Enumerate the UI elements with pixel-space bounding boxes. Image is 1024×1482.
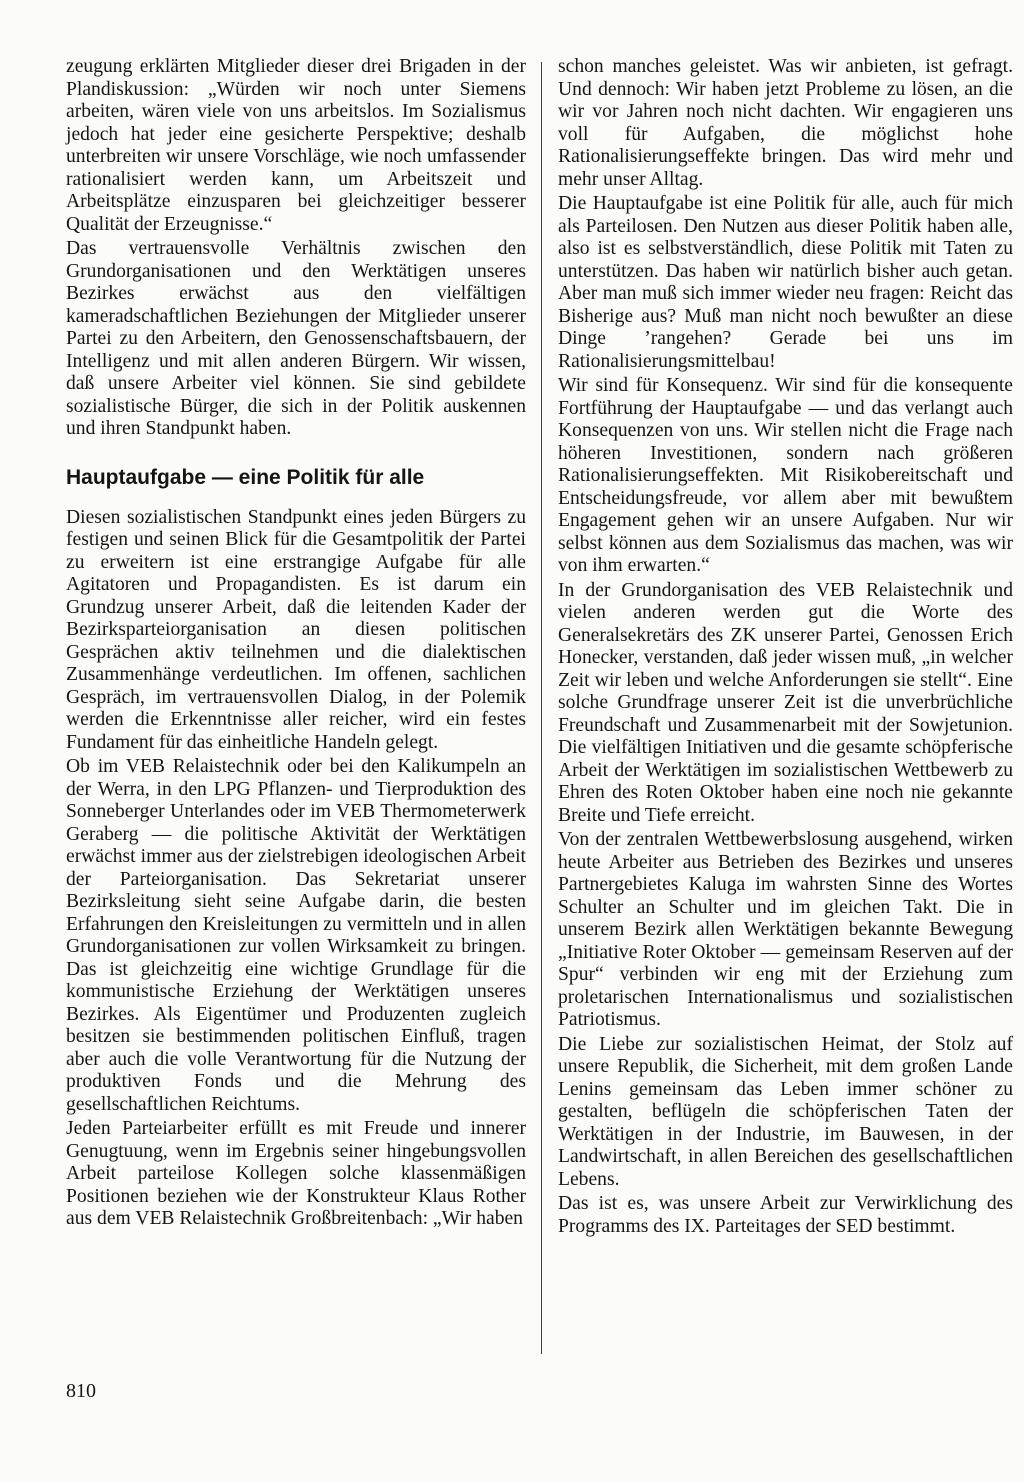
paragraph: schon manches geleistet. Was wir anbieten, ist gefragt. Und dennoch: Wir haben jetzt Probleme zu lösen, an die wir vor Jahren noch nicht dachten. Wir engagieren uns voll für Aufgaben, die möglichst hohe Rationalisierungseffekte bringen. Das wird mehr und mehr unser Alltag. — [558, 56, 1013, 190]
page-number: 810 — [66, 1380, 96, 1402]
paragraph: Ob im VEB Relaistechnik oder bei den Kalikumpeln an der Werra, in den LPG Pflanzen- und Tierproduktion des Sonneberger Unterlandes oder im VEB Thermometerwerk Geraberg — die politische Aktivität der Werktätigen erwächst immer aus der zielstrebigen ideologischen Arbeit der Parteiorganisation. Das Sekretariat unserer Bezirksleitung sieht seine Aufgabe darin, die besten Erfahrungen den Kreisleitungen zu vermitteln und in allen Grundorganisationen zur vollen Wirksamkeit zu bringen. Das ist gleichzeitig eine wichtige Grundlage für die kommunistische Erziehung der Werktätigen unseres Bezirkes. Als Eigentümer und Produzenten zugleich besitzen sie bestimmenden politischen Einfluß, tragen aber auch die volle Verantwortung für die Nutzung der produktiven Fonds und die Mehrung des gesellschaftlichen Reichtums. — [66, 756, 526, 1115]
paragraph: Die Hauptaufgabe ist eine Politik für alle, auch für mich als Parteilosen. Den Nutzen aus dieser Politik haben alle, also ist es selbstverständlich, diese Politik mit Taten zu unterstützen. Das haben wir natürlich bisher auch getan. Aber man muß sich immer wieder neu fragen: Reicht das Bisherige aus? Muß man nicht noch bewußter an diese Dinge ’rangehen? Gerade bei uns im Rationalisierungsmittelbau! — [558, 193, 1013, 372]
paragraph: Die Liebe zur sozialistischen Heimat, der Stolz auf unsere Republik, die Sicherheit, mit dem großen Lande Lenins gemeinsam das Leben immer schöner zu gestalten, beflügeln die schöpferischen Taten der Werktätigen in der Industrie, im Bauwesen, in der Landwirtschaft, in allen Bereichen des gesellschaftlichen Lebens. — [558, 1033, 1013, 1190]
paragraph: Jeden Parteiarbeiter erfüllt es mit Freude und innerer Genugtuung, wenn im Ergebnis seiner hingebungsvollen Arbeit parteilose Kollegen solche klassenmäßigen Positionen beziehen wie der Konstrukteur Klaus Rother aus dem VEB Relaistechnik Großbreitenbach: „Wir haben — [66, 1118, 526, 1229]
paragraph: In der Grundorganisation des VEB Relaistechnik und vielen anderen werden gut die Worte des Generalsekretärs des ZK unserer Partei, Genossen Erich Honecker, verstanden, daß jeder wissen muß, „in welcher Zeit wir leben und welche Anforderungen sie stellt“. Eine solche Grundfrage unserer Zeit ist die unverbrüchliche Freundschaft und Zusammenarbeit mit der Sowjetunion. Die vielfältigen Initiativen und die gesamte schöpferische Arbeit der Werktätigen im sozialistischen Wettbewerb zu Ehren des Roten Oktober haben eine noch nie gekannte Breite und Tiefe erreicht. — [558, 579, 1013, 826]
paragraph: zeugung erklärten Mitglieder dieser drei Brigaden in der Plandiskussion: „Würden wir noch unter Siemens arbeiten, wären viele von uns arbeitslos. Im Sozialismus jedoch hat jeder eine gesicherte Perspektive; deshalb unterbreiten wir unsere Vorschläge, wie noch umfassender rationalisiert werden kann, um Arbeitszeit und Arbeitsplätze einzusparen bei gleichzeitiger besserer Qualität der Erzeugnisse.“ — [66, 56, 526, 235]
column-divider — [541, 62, 542, 1354]
left-column — [66, 56, 526, 1231]
paragraph: Von der zentralen Wettbewerbslosung ausgehend, wirken heute Arbeiter aus Betrieben des Bezirkes und unseres Partnergebietes Kaluga im wahrsten Sinne des Wortes Schulter an Schulter und im gleichen Takt. Die in unserem Bezirk allen Werktätigen bekannte Bewegung „Initiative Roter Oktober — gemeinsam Reserven auf der Spur“ verbinden wir eng mit der Erziehung zum proletarischen Internationalismus und sozialistischen Patriotismus. — [558, 829, 1013, 1030]
right-column — [558, 56, 1013, 1238]
paragraph: Diesen sozialistischen Standpunkt eines jeden Bürgers zu festigen und seinen Blick für die Gesamtpolitik der Partei zu erweitern ist eine erstrangige Aufgabe für alle Agitatoren und Propagandisten. Es ist darum ein Grundzug unserer Arbeit, daß die leitenden Kader der Bezirksparteiorganisation an diesen politischen Gesprächen aktiv teilnehmen und die dialektischen Zusammenhänge verdeutlichen. Im offenen, sachlichen Gespräch, im vertrauensvollen Dialog, in der Polemik werden die Erkenntnisse aller reicher, wird ein festes Fundament für das einheitliche Handeln gelegt. — [66, 506, 526, 753]
paragraph: Wir sind für Konsequenz. Wir sind für die konsequente Fortführung der Hauptaufgabe — und das verlangt auch Konsequenzen von uns. Wir stellen nicht die Frage nach höheren Investitionen, sondern nach größeren Rationalisierungseffekten. Mit Risikobereitschaft und Entscheidungsfreude, vor allem aber mit bewußtem Engagement gehen wir an unsere Aufgaben. Nur wir selbst können aus dem Sozialismus das machen, was wir von ihm erwarten.“ — [558, 375, 1013, 576]
paragraph: Das vertrauensvolle Verhältnis zwischen den Grundorganisationen und den Werktätigen unseres Bezirkes erwächst aus den vielfältigen kameradschaftlichen Beziehungen der Mitglieder unserer Partei zu den Arbeitern, den Genossenschaftsbauern, der Intelligenz und mit allen anderen Bürgern. Wir wissen, daß unsere Arbeiter viel können. Sie sind gebildete sozialistische Bürger, die sich in der Politik auskennen und ihren Standpunkt haben. — [66, 238, 526, 439]
paragraph: Das ist es, was unsere Arbeit zur Verwirklichung des Programms des IX. Parteitages der SED bestimmt. — [558, 1193, 1013, 1237]
section-heading: Hauptaufgabe — eine Politik für alle — [66, 465, 425, 489]
